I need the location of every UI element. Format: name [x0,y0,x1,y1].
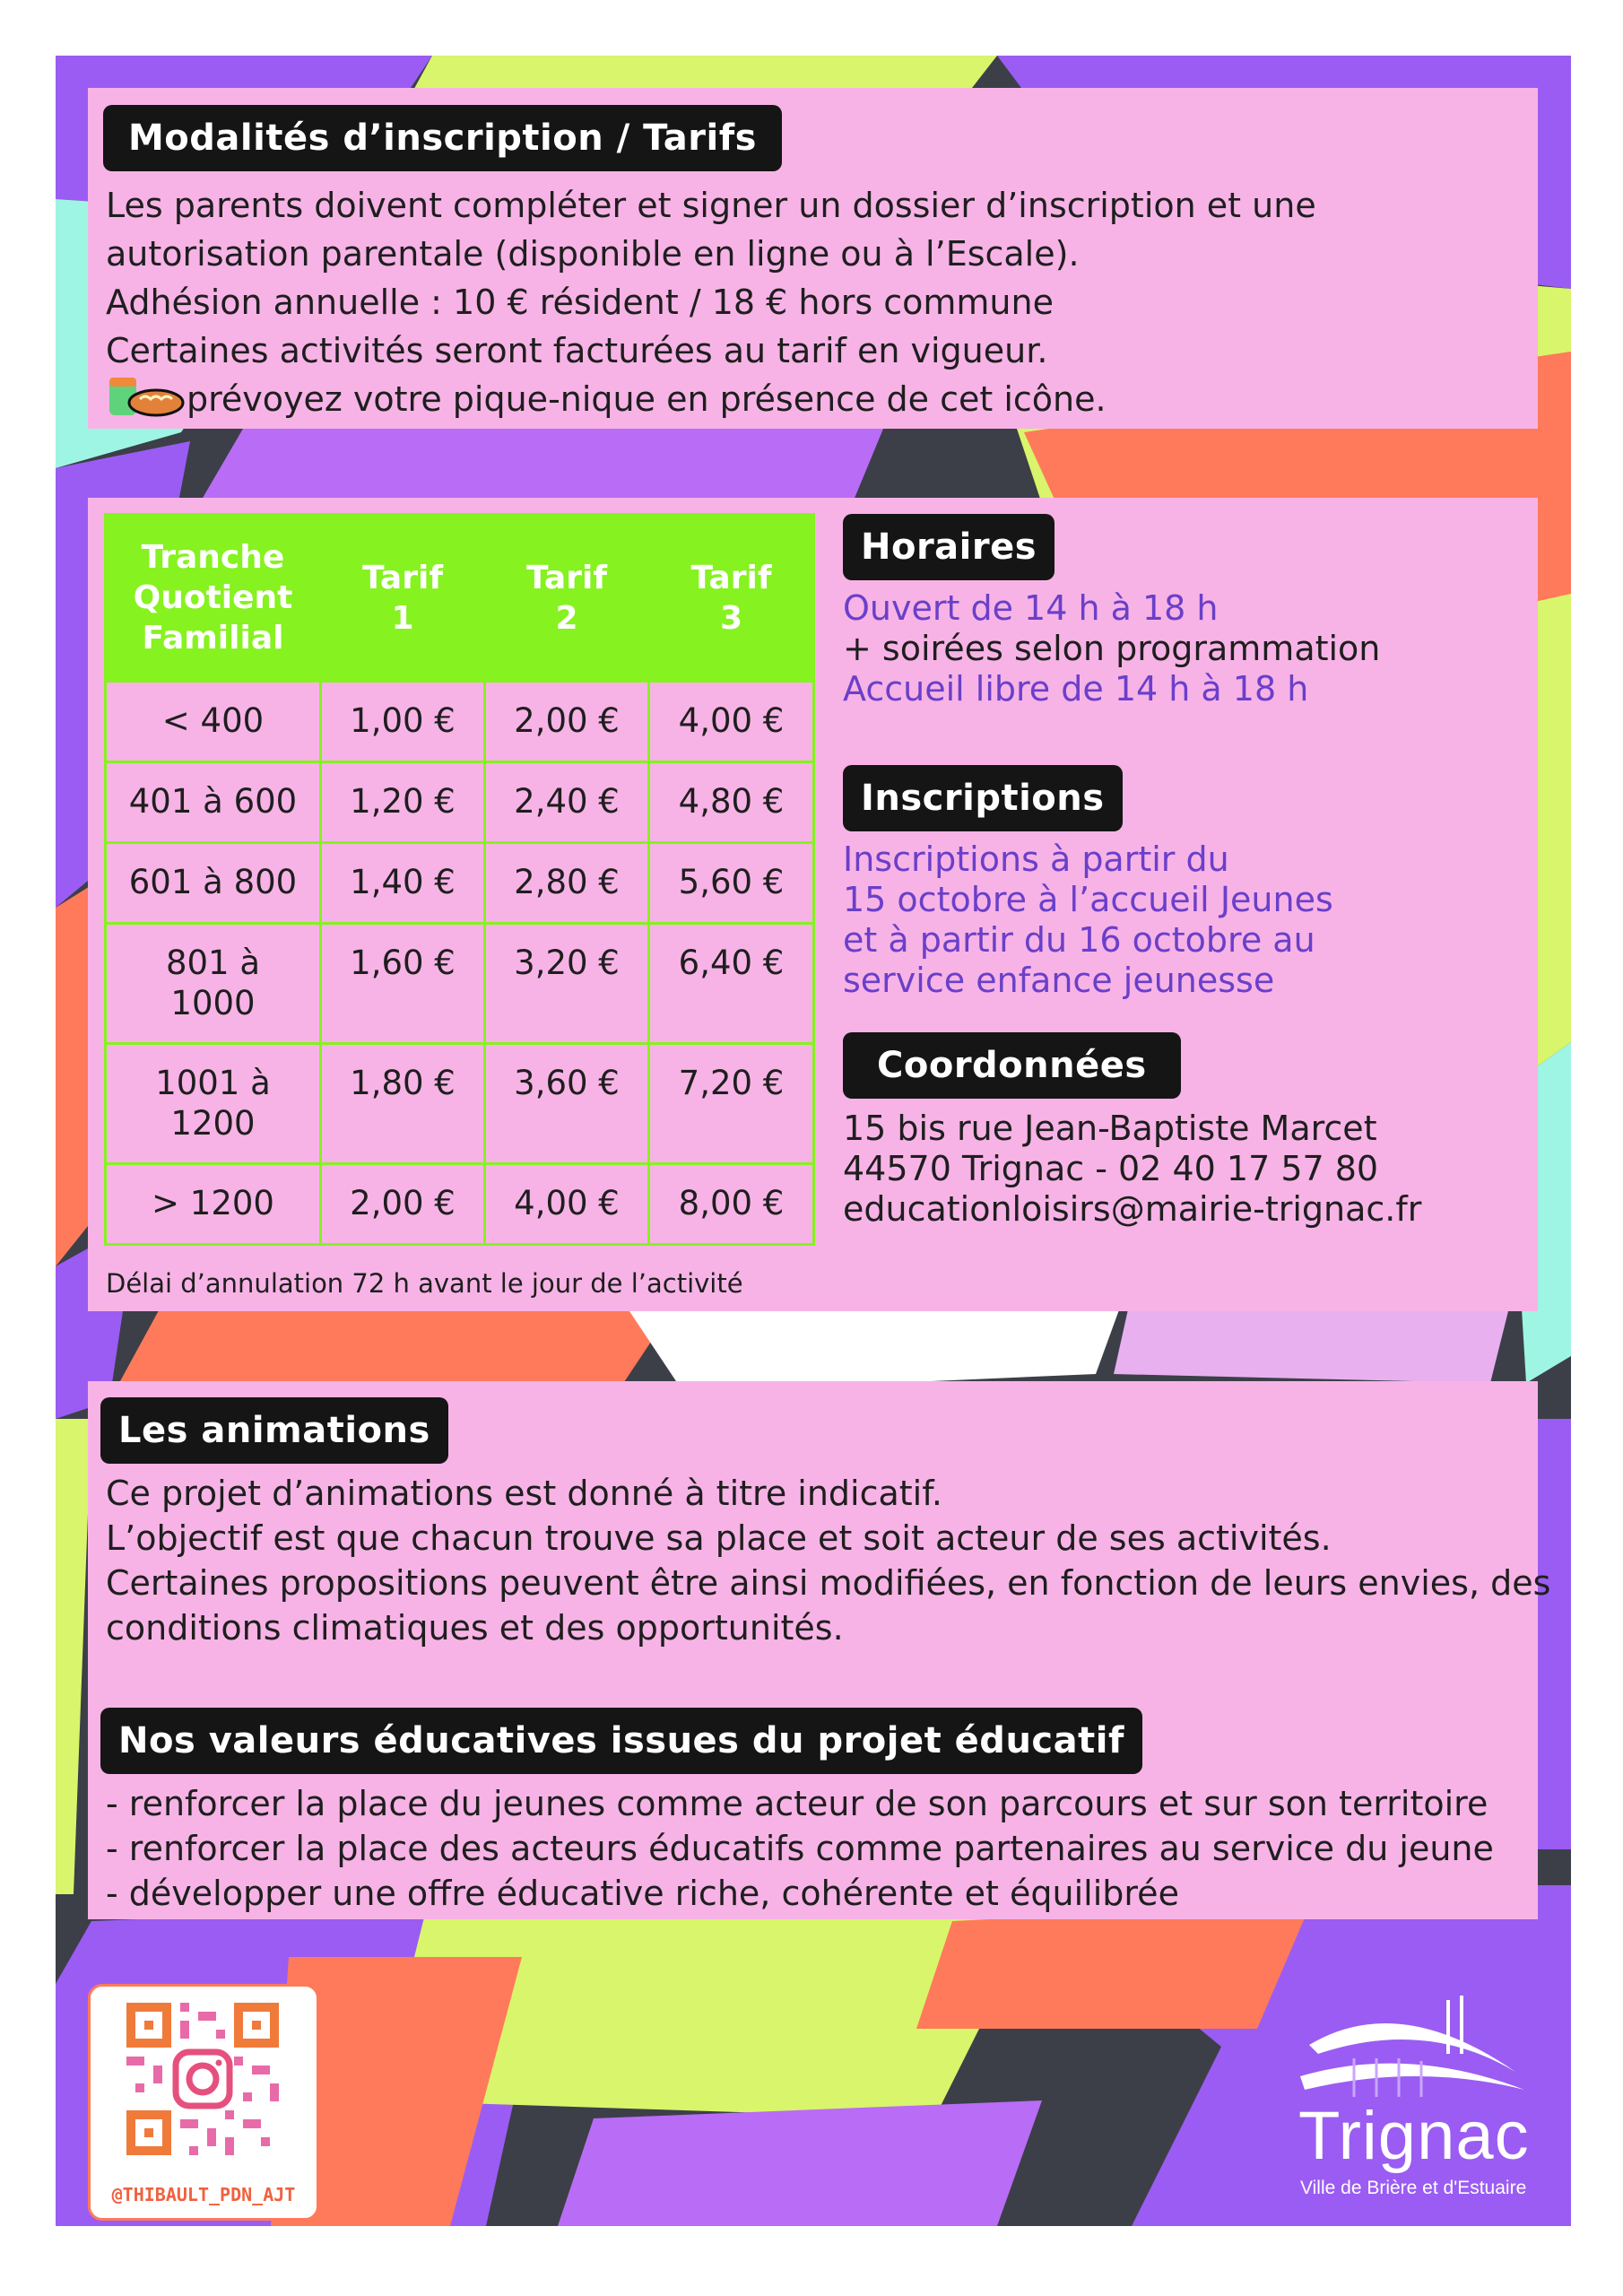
cell-tarif-3: 4,00 € [649,682,814,762]
trignac-logo [1291,1991,1542,2215]
table-row [106,843,814,924]
modalites-line-4: Certaines activités seront facturées au tarif en vigueur. [106,331,1048,370]
instagram-handle: @THIBAULT_PDN_AJT [111,2184,296,2205]
cell-tarif-3: 6,40 € [649,924,814,1044]
header-tarif-3: Tarif 3 [649,515,814,682]
header-quotient: Tranche Quotient Familial [106,515,321,682]
valeurs-line-3: - développer une offre éducative riche, cohérente et équilibrée [106,1874,1179,1913]
cell-range: 801 à 1000 [106,924,321,1044]
modalites-line-1: Les parents doivent compléter et signer un dossier d’inscription et une [106,186,1316,225]
tarifs-table [104,513,815,1246]
cell-tarif-3: 8,00 € [649,1164,814,1245]
animations-line-2: L’objectif est que chacun trouve sa place et soit acteur de ses activités. [106,1518,1332,1558]
cell-tarif-1: 1,20 € [321,762,485,843]
cell-tarif-3: 4,80 € [649,762,814,843]
cell-tarif-1: 1,80 € [321,1044,485,1164]
modalites-line-2: autorisation parentale (disponible en ligne ou à l’Escale). [106,234,1080,274]
inscriptions-heading: Inscriptions [843,765,1123,831]
trignac-logo-mark [1291,1991,1542,2108]
picnic-note: prévoyez votre pique-nique en présence de cet icône. [187,379,1107,419]
inscriptions-line-3: et à partir du 16 octobre au [843,920,1315,960]
cell-tarif-2: 4,00 € [485,1164,649,1245]
picnic-icon [106,372,185,422]
logo-name: Trignac [1298,2098,1530,2174]
animations-line-4: conditions climatiques et des opportunités. [106,1608,844,1648]
cell-range: 401 à 600 [106,762,321,843]
cancellation-note: Délai d’annulation 72 h avant le jour de l’activité [106,1268,743,1299]
table-row [106,1044,814,1164]
instagram-qr-card[interactable] [88,1984,319,2221]
inscriptions-line-4: service enfance jeunesse [843,961,1275,1000]
cell-tarif-2: 3,20 € [485,924,649,1044]
valeurs-line-2: - renforcer la place des acteurs éducatifs comme partenaires au service du jeune [106,1829,1494,1868]
animations-line-3: Certaines propositions peuvent être ainsi modifiées, en fonction de leurs envies, des [106,1563,1551,1603]
inscriptions-line-2: 15 octobre à l’accueil Jeunes [843,880,1333,919]
cell-tarif-1: 1,40 € [321,843,485,924]
qr-code [126,2003,279,2155]
animations-line-1: Ce projet d’animations est donné à titre indicatif. [106,1474,942,1513]
coordonnees-heading: Coordonnées [843,1032,1181,1099]
table-row [106,762,814,843]
horaires-open: Ouvert de 14 h à 18 h [843,588,1219,628]
cell-tarif-1: 2,00 € [321,1164,485,1245]
cell-tarif-2: 2,40 € [485,762,649,843]
modalites-heading: Modalités d’inscription / Tarifs [103,105,782,171]
cell-tarif-2: 2,00 € [485,682,649,762]
cell-tarif-1: 1,60 € [321,924,485,1044]
cell-tarif-3: 7,20 € [649,1044,814,1164]
logo-tagline: Ville de Brière et d'Estuaire [1300,2178,1527,2198]
table-row [106,682,814,762]
inscriptions-line-1: Inscriptions à partir du [843,839,1229,879]
cell-range: 601 à 800 [106,843,321,924]
cell-tarif-2: 2,80 € [485,843,649,924]
cell-range: > 1200 [106,1164,321,1245]
cell-range: < 400 [106,682,321,762]
horaires-accueil: Accueil libre de 14 h à 18 h [843,669,1309,709]
header-tarif-2: Tarif 2 [485,515,649,682]
table-row [106,1164,814,1245]
horaires-evenings: + soirées selon programmation [843,629,1381,668]
city-phone: 44570 Trignac - 02 40 17 57 80 [843,1149,1379,1188]
table-row [106,924,814,1044]
valeurs-heading: Nos valeurs éducatives issues du projet éducatif [100,1708,1142,1774]
cell-range: 1001 à 1200 [106,1044,321,1164]
modalites-line-3: Adhésion annuelle : 10 € résident / 18 € hors commune [106,283,1054,322]
address: 15 bis rue Jean-Baptiste Marcet [843,1109,1377,1148]
valeurs-line-1: - renforcer la place du jeunes comme acteur de son parcours et sur son territoire [106,1784,1488,1823]
cell-tarif-3: 5,60 € [649,843,814,924]
animations-heading: Les animations [100,1397,448,1464]
horaires-heading: Horaires [843,514,1055,580]
header-tarif-1: Tarif 1 [321,515,485,682]
cell-tarif-1: 1,00 € [321,682,485,762]
email[interactable]: educationloisirs@mairie-trignac.fr [843,1189,1422,1229]
cell-tarif-2: 3,60 € [485,1044,649,1164]
